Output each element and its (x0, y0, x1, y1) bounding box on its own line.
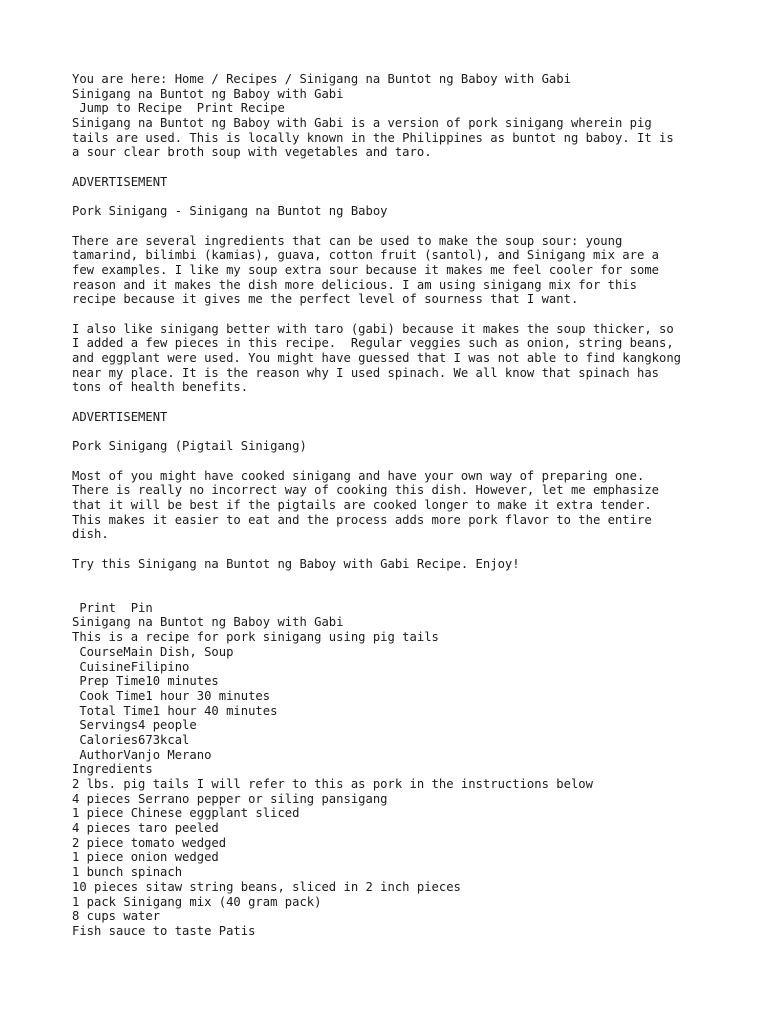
ingredients-heading: Ingredients (72, 762, 153, 777)
ingredient-item: 1 piece onion wedged (72, 850, 219, 865)
ingredient-item: 2 lbs. pig tails I will refer to this as pork in the instructions below (72, 777, 593, 792)
paragraph-line: reason and it makes the dish more delicious. I am using sinigang mix for this (72, 277, 637, 292)
paragraph-line: and eggplant were used. You might have guessed that I was not able to find kangkong (72, 351, 682, 366)
body-paragraph (72, 469, 712, 542)
paragraph-line: recipe because it gives me the perfect level of sourness that I want. (72, 292, 579, 307)
advertisement-label: ADVERTISEMENT (72, 409, 168, 424)
ingredient-item: 1 bunch spinach (72, 865, 183, 880)
paragraph-line: I also like sinigang better with taro (gabi) because it makes the soup thicker, so (72, 321, 674, 336)
print-button[interactable]: Print (72, 600, 117, 615)
recipe-cook-time: Cook Time1 hour 30 minutes (72, 688, 271, 703)
ingredient-item: 2 piece tomato wedged (72, 835, 227, 850)
recipe-actions (72, 101, 712, 116)
recipe-author: AuthorVanjo Merano (72, 747, 212, 762)
ingredient-item: 1 pack Sinigang mix (40 gram pack) (72, 894, 322, 909)
intro-paragraph (72, 116, 712, 160)
ingredient-item: Fish sauce to taste Patis (72, 923, 256, 938)
recipe-title: Sinigang na Buntot ng Baboy with Gabi (72, 615, 344, 630)
paragraph-line: This makes it easier to eat and the process adds more pork flavor to the entire (72, 512, 652, 527)
pin-button[interactable]: Pin (116, 600, 153, 615)
ingredient-item: 4 pieces taro peeled (72, 821, 219, 836)
paragraph-line: that it will be best if the pigtails are cooked longer to make it extra tender. (72, 497, 652, 512)
body-paragraph (72, 234, 712, 307)
recipe-course: CourseMain Dish, Soup (72, 644, 234, 659)
image-caption: Pork Sinigang (Pigtail Sinigang) (72, 439, 307, 454)
recipe-calories: Calories673kcal (72, 732, 190, 747)
body-paragraph (72, 322, 712, 395)
recipe-cuisine: CuisineFilipino (72, 659, 190, 674)
advertisement-label: ADVERTISEMENT (72, 174, 168, 189)
paragraph-line: There are several ingredients that can be used to make the soup sour: young (72, 233, 623, 248)
paragraph-line: tons of health benefits. (72, 380, 249, 395)
breadcrumb[interactable]: You are here: Home / Recipes / Sinigang na Buntot ng Baboy with Gabi (72, 72, 571, 86)
jump-to-recipe-link[interactable]: Jump to Recipe (72, 101, 183, 116)
paragraph-line: near my place. It is the reason why I used spinach. We all know that spinach has (72, 365, 659, 380)
recipe-summary: This is a recipe for pork sinigang using pig tails (72, 630, 439, 645)
recipe-total-time: Total Time1 hour 40 minutes (72, 703, 278, 718)
document-page (72, 72, 712, 939)
print-recipe-link[interactable]: Print Recipe (182, 101, 285, 116)
recipe-prep-time: Prep Time10 minutes (72, 674, 219, 689)
closing-paragraph: Try this Sinigang na Buntot ng Baboy with Gabi Recipe. Enjoy! (72, 556, 520, 571)
ingredient-item: 10 pieces sitaw string beans, sliced in 2 inch pieces (72, 879, 461, 894)
image-caption: Pork Sinigang - Sinigang na Buntot ng Baboy (72, 204, 388, 219)
recipe-meta (72, 645, 712, 763)
paragraph-line: dish. (72, 527, 109, 542)
intro-line: a sour clear broth soup with vegetables and taro. (72, 145, 432, 160)
post-title: Sinigang na Buntot ng Baboy with Gabi (72, 86, 344, 101)
paragraph-line: There is really no incorrect way of cooking this dish. However, let me emphasize (72, 483, 659, 498)
ingredient-item: 4 pieces Serrano pepper or siling pansigang (72, 791, 388, 806)
recipe-card (72, 601, 712, 939)
recipe-servings: Servings4 people (72, 718, 197, 733)
paragraph-line: few examples. I like my soup extra sour because it makes me feel cooler for some (72, 262, 659, 277)
paragraph-line: tamarind, bilimbi (kamias), guava, cotton fruit (santol), and Sinigang mix are a (72, 248, 659, 263)
intro-line: Sinigang na Buntot ng Baboy with Gabi is a version of pork sinigang wherein pig (72, 116, 652, 131)
ingredients-list (72, 777, 712, 939)
intro-line: tails are used. This is locally known in the Philippines as buntot ng baboy. It is (72, 130, 674, 145)
paragraph-line: Most of you might have cooked sinigang and have your own way of preparing one. (72, 468, 645, 483)
paragraph-line: I added a few pieces in this recipe. Regular veggies such as onion, string beans, (72, 336, 674, 351)
ingredient-item: 8 cups water (72, 909, 161, 924)
ingredient-item: 1 piece Chinese eggplant sliced (72, 806, 300, 821)
recipe-card-actions (72, 601, 712, 616)
